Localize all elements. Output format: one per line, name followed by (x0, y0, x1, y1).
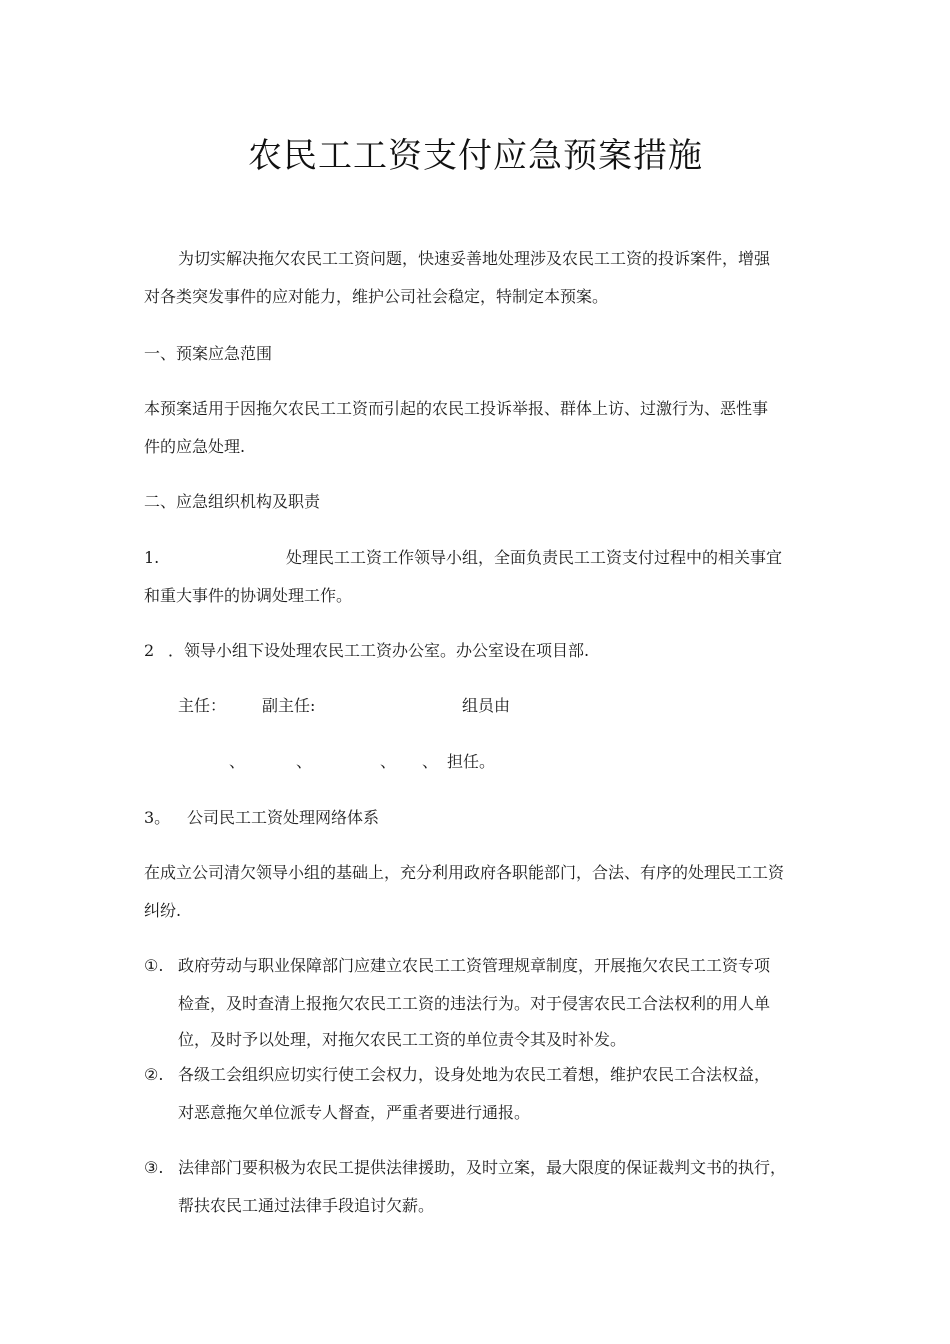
separator-3: 、 (380, 752, 397, 771)
intro-line-2: 对各类突发事件的应对能力，维护公司社会稳定，特制定本预案。 (144, 287, 609, 306)
item-2-text: ．领导小组下设处理农民工工资办公室。办公室设在项目部. (168, 641, 590, 660)
point-1-line-3: 位，及时予以处理，对拖欠农民工工资的单位责令其及时补发。 (178, 1030, 627, 1049)
separator-1: 、 (229, 752, 246, 771)
point-1-marker: ①. (144, 956, 164, 975)
item-1-line-1: 处理民工工资工作领导小组，全面负责民工工资支付过程中的相关事宜 (286, 548, 783, 567)
role-director-label: 主任： (178, 696, 227, 715)
point-2-marker: ②. (144, 1065, 164, 1084)
role-members-label: 组员由 (462, 696, 511, 715)
scope-line-1: 本预案适用于因拖欠农民工工资而引起的农民工投诉举报、群体上访、过激行为、恶性事 (144, 399, 769, 418)
role-deputy-label: 副主任: (262, 696, 316, 715)
point-1-line-1: 政府劳动与职业保障部门应建立农民工工资管理规章制度，开展拖欠农民工工资专项 (178, 956, 771, 975)
network-line-1: 在成立公司清欠领导小组的基础上，充分利用政府各职能部门，合法、有序的处理民工工资 (144, 863, 785, 882)
separator-4: 、 (422, 752, 439, 771)
point-1-line-2: 检查，及时查清上报拖欠农民工工资的违法行为。对于侵害农民工合法权利的用人单 (178, 994, 771, 1013)
section-heading-organization: 二、应急组织机构及职责 (144, 492, 321, 511)
separator-2: 、 (296, 752, 313, 771)
point-3-marker: ③. (144, 1158, 164, 1177)
network-line-2: 纠纷. (144, 901, 182, 920)
document-title: 农民工工资支付应急预案措施 (248, 136, 703, 176)
point-3-line-2: 帮扶农民工通过法律手段追讨欠薪。 (178, 1196, 435, 1215)
assignment-end: 担任。 (447, 752, 496, 771)
item-1-number: 1. (144, 548, 160, 567)
item-3-text: 公司民工工资处理网络体系 (187, 808, 380, 827)
intro-line-1: 为切实解决拖欠农民工工资问题，快速妥善地处理涉及农民工工资的投诉案件，增强 (178, 249, 771, 268)
item-3-number: 3。 (144, 808, 171, 827)
scope-line-2: 件的应急处理. (144, 437, 246, 456)
point-2-line-1: 各级工会组织应切实行使工会权力，设身处地为农民工着想，维护农民工合法权益， (178, 1065, 771, 1084)
point-3-line-1: 法律部门要积极为农民工提供法律援助，及时立案，最大限度的保证裁判文书的执行， (178, 1158, 787, 1177)
item-2-number: 2 (144, 641, 155, 660)
section-heading-scope: 一、预案应急范围 (144, 344, 273, 363)
point-2-line-2: 对恶意拖欠单位派专人督查，严重者要进行通报。 (178, 1103, 531, 1122)
item-1-line-2: 和重大事件的协调处理工作。 (144, 586, 353, 605)
